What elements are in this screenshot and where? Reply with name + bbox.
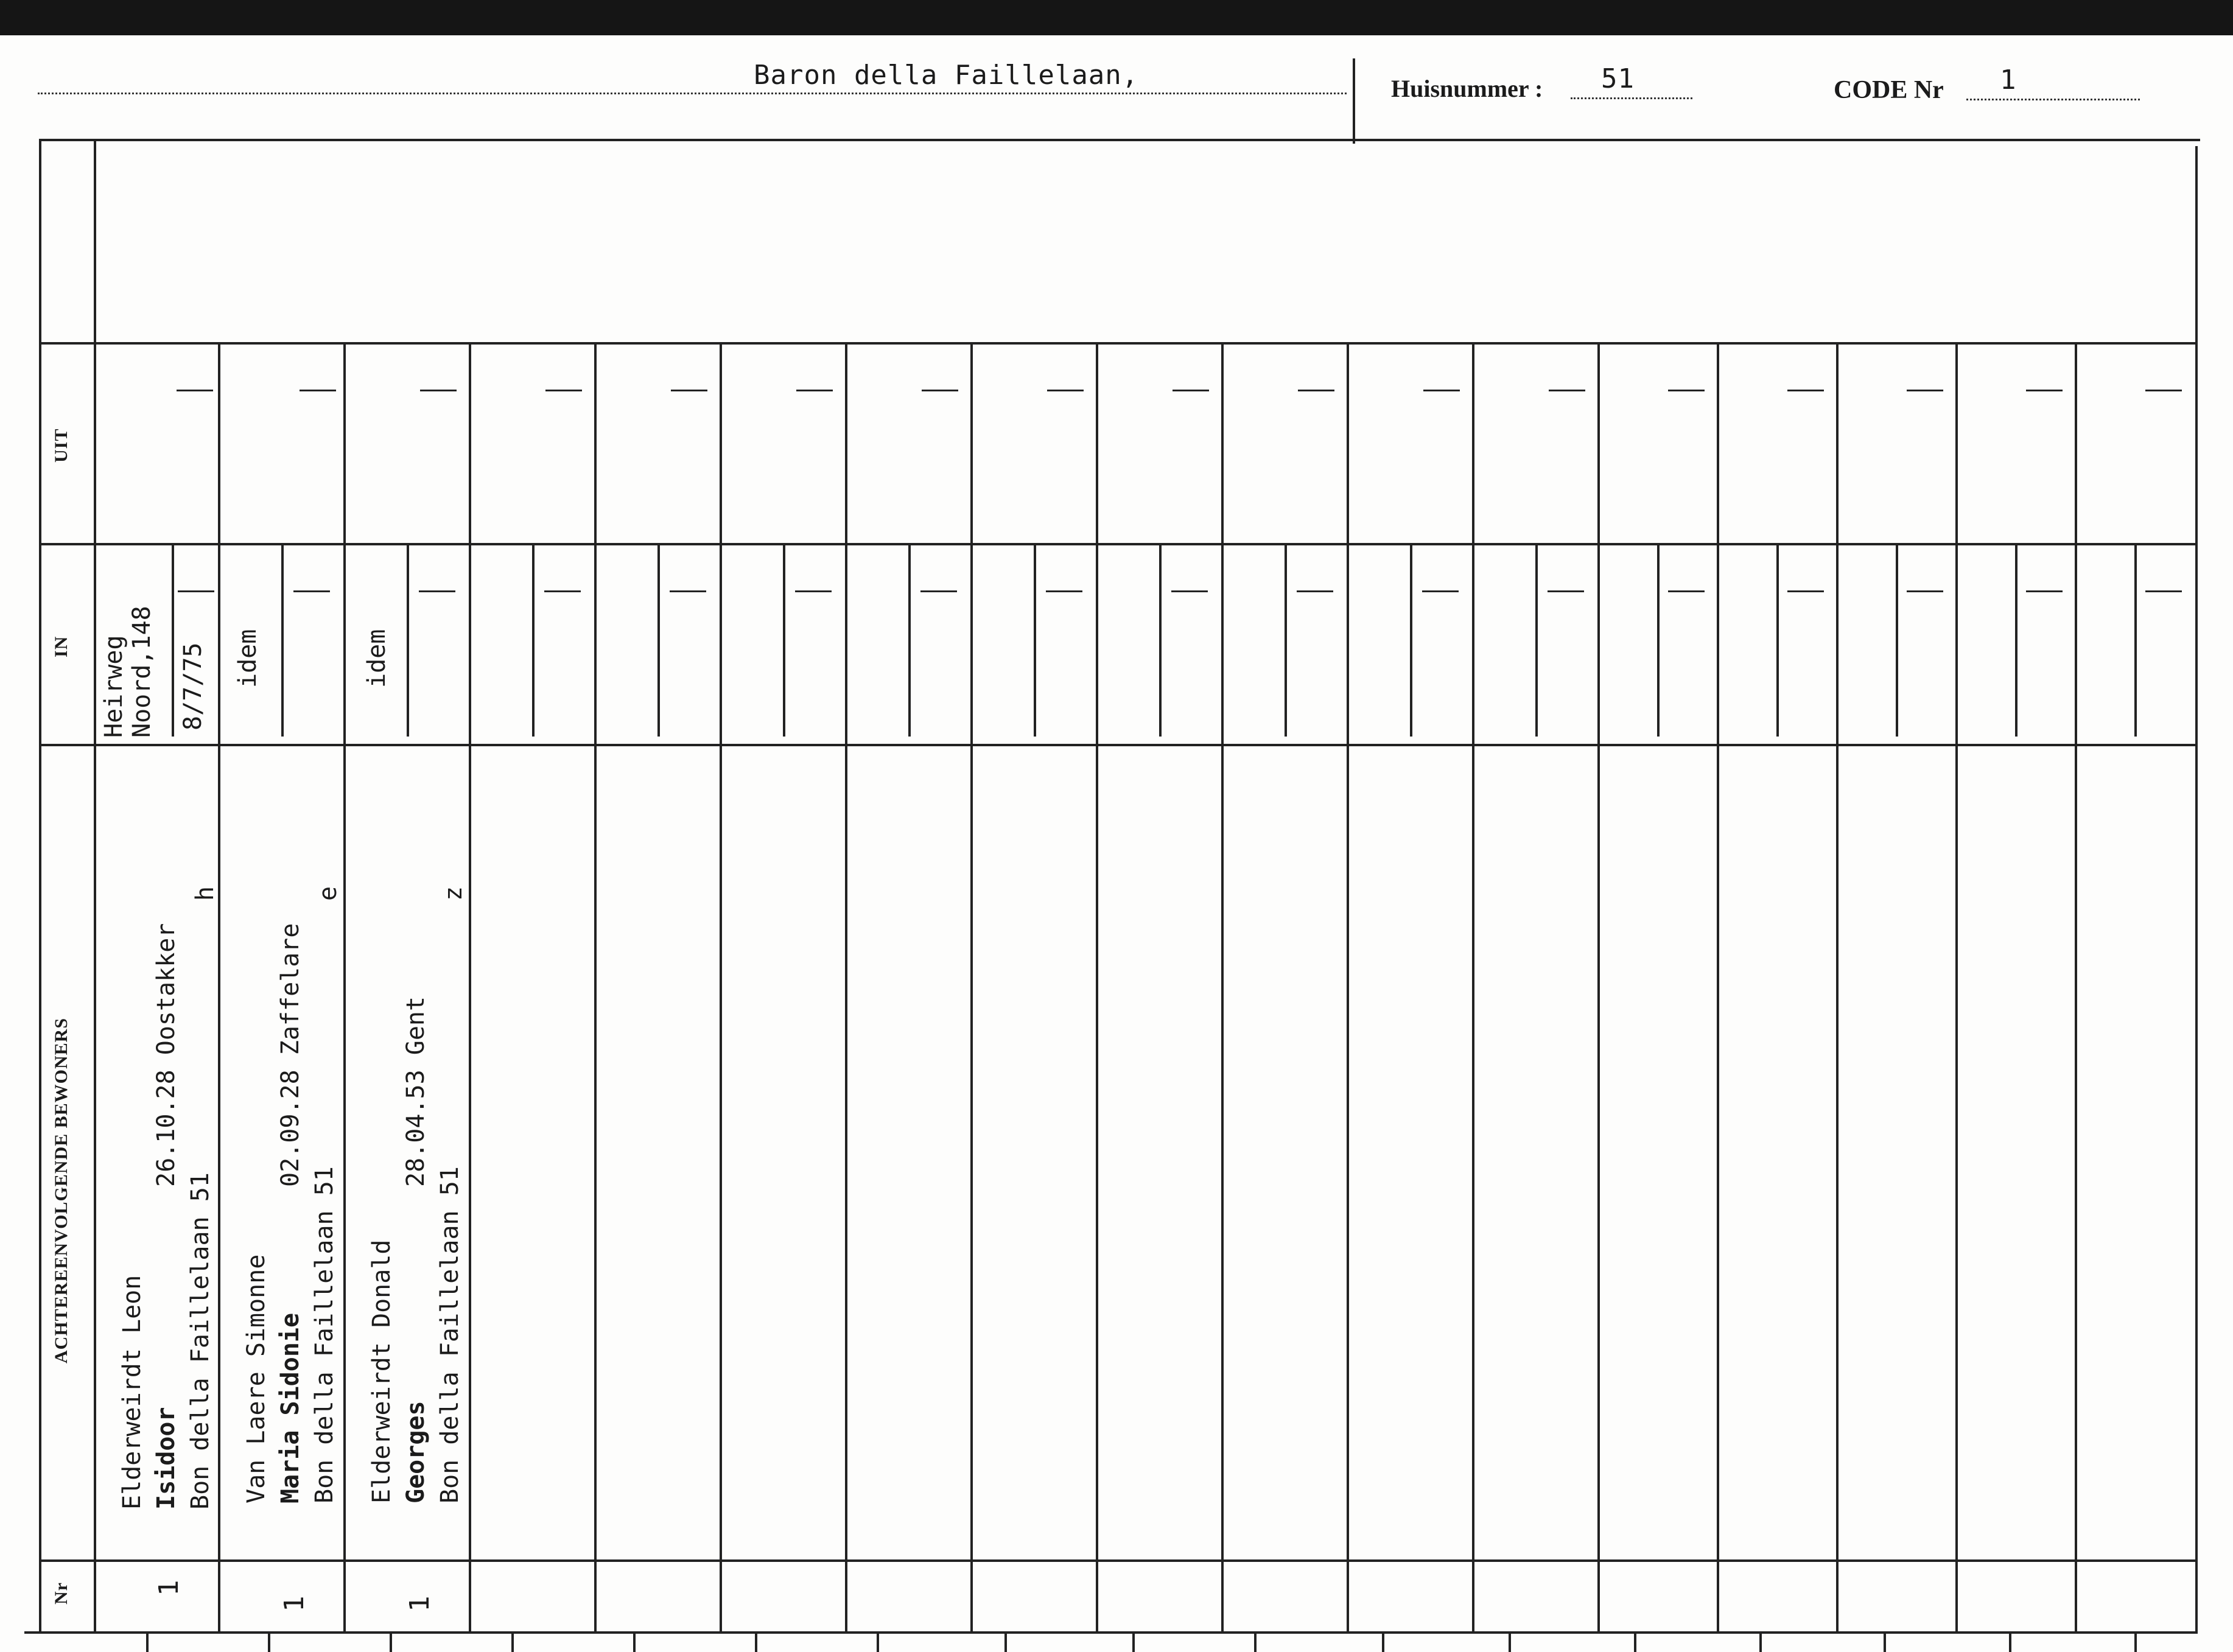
uit-dash — [1549, 390, 1585, 391]
resident-nr: 1 — [153, 1579, 184, 1596]
resident-previous-address: Heirweg — [100, 635, 128, 738]
sub-column-line — [783, 543, 785, 737]
sub-column-line — [2015, 543, 2017, 737]
in-dash — [1422, 590, 1459, 592]
in-dash — [293, 590, 330, 592]
resident-address: Bon della Faillelaan 51 — [186, 1172, 214, 1510]
resident-birth-info: 02.09.28 Zaffelare — [276, 923, 304, 1187]
resident-given-names: Isidoor — [152, 1407, 180, 1510]
resident-name-line: Van Laere Simonne — [242, 1254, 270, 1503]
sub-column-line — [532, 543, 535, 737]
table-right-border — [2195, 146, 2198, 1634]
uit-dash — [922, 390, 958, 391]
label-uit-top — [39, 342, 94, 345]
column-line — [1347, 342, 1349, 1634]
bottom-tick — [2134, 1631, 2137, 1652]
in-dash — [544, 590, 581, 592]
code-value: 1 — [2000, 65, 2017, 96]
street-name: Baron della Faillelaan, — [754, 60, 1139, 91]
column-line — [1221, 342, 1224, 1634]
uit-dash — [1298, 390, 1334, 391]
column-line — [970, 342, 973, 1634]
column-line — [1096, 342, 1098, 1634]
in-dash — [1297, 590, 1333, 592]
sub-column-line — [1159, 543, 1162, 737]
bewoners-column-label: ACHTEREENVOLGENDE BEWONERS — [51, 1017, 71, 1363]
sub-column-line — [172, 543, 174, 737]
resident-given-names: Georges — [402, 1401, 430, 1503]
label-bewoners-top — [39, 744, 94, 746]
sub-column-line — [1285, 543, 1287, 737]
column-line — [469, 342, 471, 1634]
sub-column-line — [1657, 543, 1660, 737]
column-line — [2075, 342, 2077, 1634]
in-dash — [1171, 590, 1208, 592]
uit-dash — [2145, 390, 2182, 391]
uit-dash — [1047, 390, 1084, 391]
sub-column-line — [407, 543, 409, 737]
in-dash — [1787, 590, 1824, 592]
sub-column-line — [1896, 543, 1898, 737]
bottom-tick — [1759, 1631, 1762, 1652]
bottom-tick — [1634, 1631, 1636, 1652]
code-label: CODE Nr — [1834, 76, 1944, 104]
in-dash — [178, 590, 214, 592]
bottom-tick — [1382, 1631, 1384, 1652]
bottom-tick — [1254, 1631, 1257, 1652]
sub-column-line — [2134, 543, 2137, 737]
sub-column-line — [1034, 543, 1036, 737]
bottom-tick — [1884, 1631, 1886, 1652]
in-column-label: IN — [51, 635, 71, 657]
in-dash — [920, 590, 957, 592]
in-dash — [2145, 590, 2182, 592]
column-line — [720, 342, 722, 1634]
resident-name-line: Elderweirdt Leon — [118, 1275, 146, 1510]
sub-column-line — [657, 543, 660, 737]
column-line — [343, 342, 346, 1634]
uit-row-top — [94, 342, 2195, 345]
bottom-tick — [877, 1631, 879, 1652]
uit-dash — [1173, 390, 1209, 391]
resident-previous-address-2: Noord,148 — [128, 606, 156, 738]
column-line — [1955, 342, 1958, 1634]
bottom-tick — [1132, 1631, 1135, 1652]
in-dash — [1548, 590, 1584, 592]
sub-column-line — [1776, 543, 1779, 737]
resident-nr: 1 — [279, 1595, 310, 1612]
table-top-border — [39, 139, 2200, 141]
sub-column-line — [1410, 543, 1412, 737]
uit-dash — [1423, 390, 1460, 391]
bewoners-row-top — [94, 744, 2195, 746]
in-dash — [1046, 590, 1082, 592]
sub-column-line — [1535, 543, 1538, 737]
column-line — [845, 342, 847, 1634]
table-left-border — [39, 139, 41, 1634]
nr-row-top — [39, 1559, 2195, 1562]
column-line — [218, 342, 220, 1634]
in-dash — [1907, 590, 1943, 592]
nr-column-label: Nr — [51, 1582, 71, 1605]
label-in-top — [39, 543, 94, 545]
uit-dash — [1668, 390, 1705, 391]
resident-marginal-note: z — [440, 886, 468, 901]
uit-dash — [420, 390, 457, 391]
uit-dash — [671, 390, 707, 391]
huisnummer-value: 51 — [1601, 63, 1635, 94]
street-dotted-line — [38, 93, 1347, 94]
resident-birth-info: 28.04.53 Gent — [402, 996, 430, 1187]
bottom-tick — [390, 1631, 392, 1652]
code-dotted-line — [1966, 99, 2140, 100]
uit-dash — [300, 390, 336, 391]
resident-entry-date: 8/7/75 — [179, 642, 207, 730]
resident-marginal-note: h — [191, 886, 219, 901]
uit-column-label: UIT — [51, 428, 71, 463]
uit-dash — [1907, 390, 1943, 391]
column-line — [1836, 342, 1839, 1634]
sub-column-line — [908, 543, 911, 737]
bottom-tick — [268, 1631, 270, 1652]
bottom-tick — [146, 1631, 149, 1652]
in-dash — [795, 590, 832, 592]
uit-dash — [2026, 390, 2063, 391]
uit-dash — [177, 390, 213, 391]
bottom-tick — [2009, 1631, 2011, 1652]
column-line — [594, 342, 597, 1634]
in-dash — [1668, 590, 1705, 592]
column-line — [1717, 342, 1719, 1634]
in-dash — [2026, 590, 2063, 592]
table-bottom-border — [24, 1631, 2198, 1634]
sub-column-line — [281, 543, 284, 737]
resident-marginal-note: e — [314, 886, 342, 901]
in-dash — [670, 590, 706, 592]
huisnummer-label: Huisnummer : — [1391, 75, 1543, 102]
resident-address: Bon della Faillelaan 51 — [310, 1166, 338, 1503]
in-dash — [419, 590, 455, 592]
huisnummer-dotted-line — [1571, 97, 1692, 99]
resident-entry-date: idem — [363, 629, 391, 688]
resident-address: Bon della Faillelaan 51 — [436, 1166, 464, 1503]
header-divider — [1353, 58, 1355, 144]
uit-dash — [1787, 390, 1824, 391]
label-column-border — [94, 139, 96, 1634]
bottom-tick — [1509, 1631, 1511, 1652]
bottom-tick — [511, 1631, 514, 1652]
uit-dash — [545, 390, 582, 391]
resident-entry-date: idem — [234, 629, 262, 688]
column-line — [1472, 342, 1474, 1634]
resident-given-names: Maria Sidonie — [276, 1312, 304, 1503]
scan-top-border — [0, 0, 2233, 35]
bottom-tick — [755, 1631, 757, 1652]
resident-birth-info: 26.10.28 Oostakker — [152, 923, 180, 1187]
resident-name-line: Elderweirdt Donald — [368, 1239, 396, 1503]
column-line — [1597, 342, 1600, 1634]
bottom-tick — [633, 1631, 636, 1652]
resident-nr: 1 — [404, 1595, 435, 1612]
bottom-tick — [1004, 1631, 1007, 1652]
uit-dash — [796, 390, 833, 391]
